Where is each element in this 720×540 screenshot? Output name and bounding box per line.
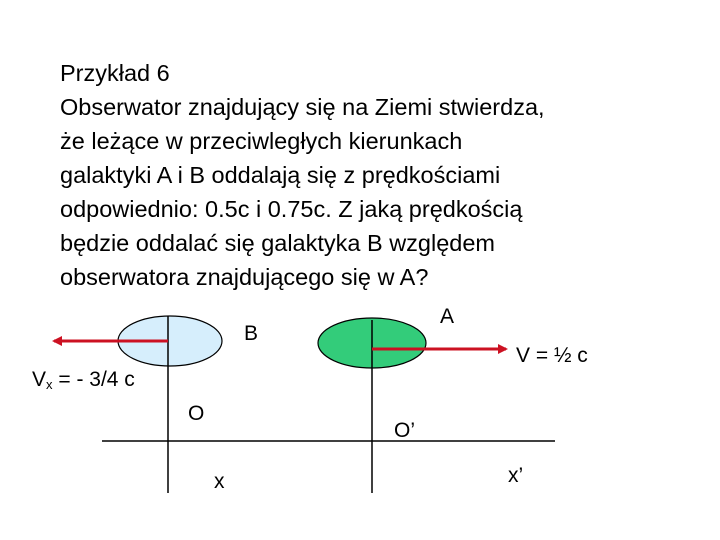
velocity-b-subscript: x [46,377,53,392]
problem-line-6: obserwatora znajdującego się w A? [60,264,429,290]
velocity-b-value: = - 3/4 c [52,368,135,391]
problem-line-5: będzie oddalać się galaktyka B względem [60,230,496,256]
velocity-a-label: V = ½ c [516,344,588,367]
problem-line-4: odpowiednio: 0.5c i 0.75c. Z jaką prędkością [60,196,523,222]
velocity-b-symbol: V [32,368,47,391]
problem-line-2: że leżące w przeciwległych kierunkach [60,128,463,154]
problem-title: Przykład 6 [60,60,170,86]
origin-o-prime-label: O’ [394,419,415,442]
axis-x-prime-label: x’ [508,464,524,487]
problem-line-3: galaktyki A i B oddalają się z prędkościami [60,162,501,188]
velocity-b-label [32,368,135,397]
axis-x-label: x [214,470,225,493]
problem-line-1: Obserwator znajdujący się na Ziemi stwierdza, [60,94,545,120]
galaxy-b-label: B [244,322,259,345]
origin-o-label: O [188,402,205,425]
galaxy-a-label: A [440,305,455,328]
